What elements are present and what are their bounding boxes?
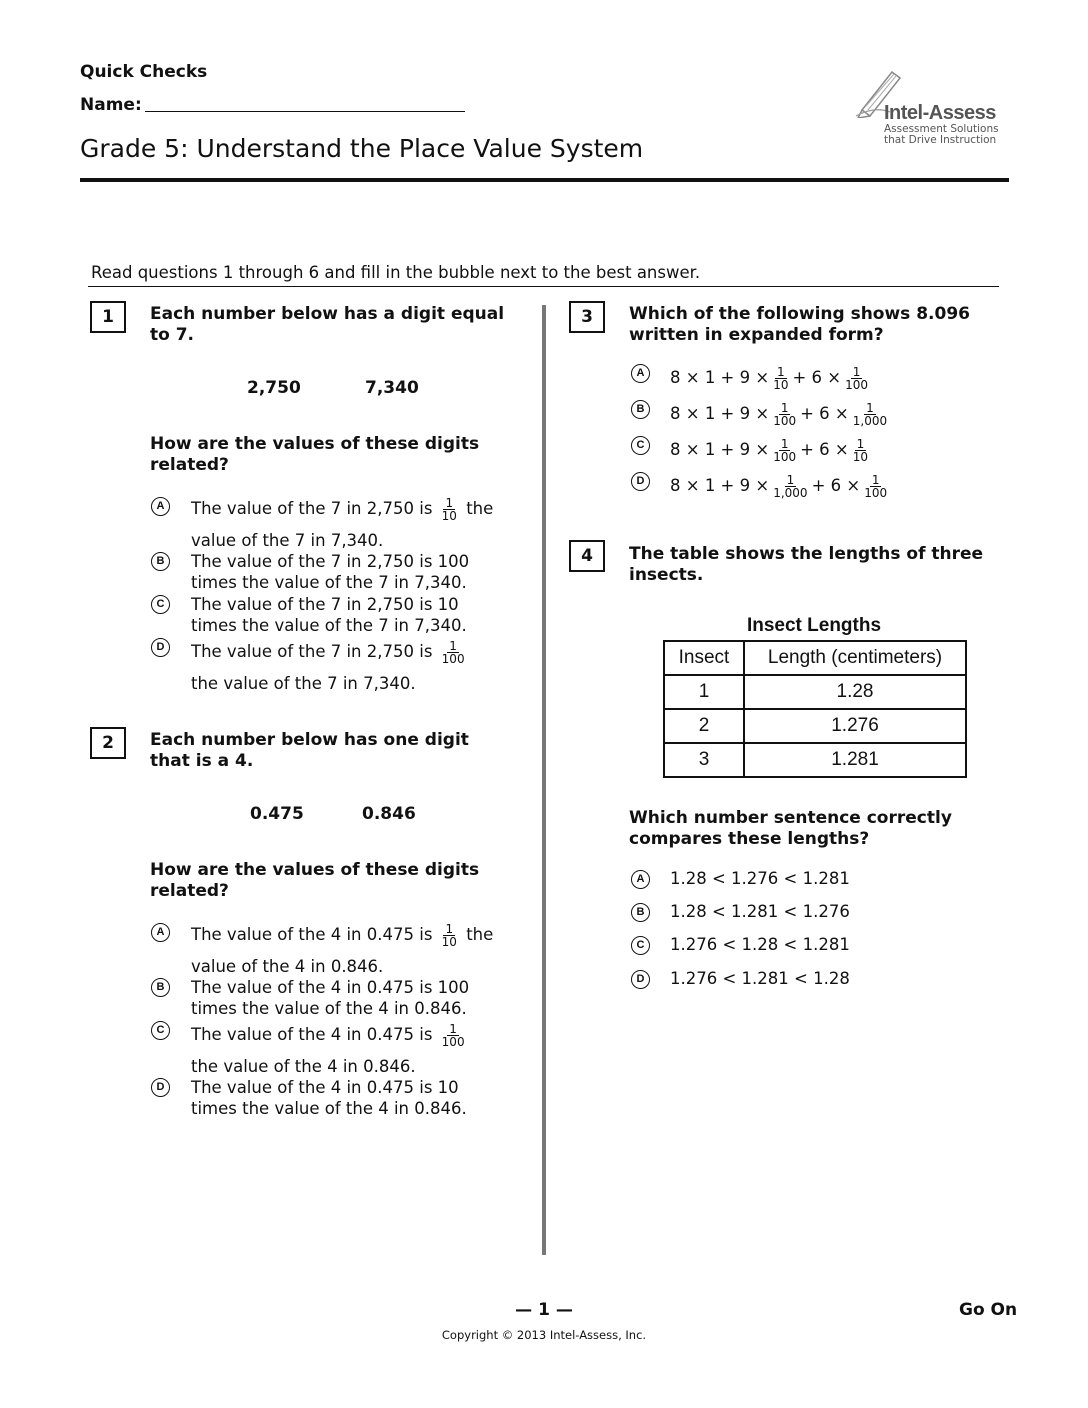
q2-choice-a[interactable] <box>191 923 493 948</box>
name-field[interactable] <box>145 111 465 112</box>
question-3-number: 3 <box>569 301 605 333</box>
fraction: $\frac{1}{100}$ <box>773 437 797 464</box>
q1-choice-d[interactable] <box>191 640 469 665</box>
question-3-prompt: Which of the following shows 8.096 written in expanded form? <box>629 304 970 345</box>
instructions: Read questions 1 through 6 and fill in the bubble next to the best answer. <box>91 263 701 282</box>
q3-bubble-a[interactable]: A <box>631 364 650 383</box>
instructions-rule <box>88 286 999 287</box>
q1-choice-a-post: the <box>466 499 494 518</box>
q2-choice-a-post: the <box>466 925 494 944</box>
q2-choice-c-text: The value of the 4 in 0.475 is <box>191 1025 433 1044</box>
q1-choice-a[interactable] <box>191 497 493 522</box>
table-title: Insect Lengths <box>746 615 882 636</box>
name-label: Name: <box>80 95 142 115</box>
q4-bubble-a[interactable]: A <box>631 870 650 889</box>
fraction: $\frac{1}{100}$ <box>864 473 888 500</box>
q1-choice-b-line1[interactable]: The value of the 7 in 2,750 is 100 <box>191 552 470 571</box>
logo <box>852 66 1012 150</box>
q1-bubble-a[interactable]: A <box>151 497 170 516</box>
q2-choice-b-line1[interactable]: The value of the 4 in 0.475 is 100 <box>191 978 470 997</box>
table-cell: 1.276 <box>744 709 966 743</box>
q2-bubble-c[interactable]: C <box>151 1021 170 1040</box>
q2-choice-a-text: The value of the 4 in 0.475 is <box>191 925 433 944</box>
fraction: $\frac{1}{10}$ <box>441 496 457 523</box>
q4-bubble-d[interactable]: D <box>631 970 650 989</box>
q1-choice-d-line2: the value of the 7 in 7,340. <box>191 674 416 693</box>
question-2-prompt: Each number below has one digit that is a 4. <box>150 730 469 771</box>
q1-bubble-b[interactable]: B <box>151 552 170 571</box>
q1-choice-c-line1[interactable]: The value of the 7 in 2,750 is 10 <box>191 595 459 614</box>
q3-bubble-c[interactable]: C <box>631 436 650 455</box>
table-cell: 1.281 <box>744 743 966 777</box>
q2-bubble-b[interactable]: B <box>151 978 170 997</box>
q4-choice-d[interactable]: 1.276 < 1.281 < 1.28 <box>670 969 850 988</box>
table-cell: 1.28 <box>744 675 966 709</box>
fraction: $\frac{1}{1,000}$ <box>852 401 888 428</box>
question-2-number: 2 <box>90 727 126 759</box>
column-divider <box>542 305 546 1255</box>
fraction: $\frac{1}{1,000}$ <box>773 473 808 500</box>
q4-choice-b[interactable]: 1.28 < 1.281 < 1.276 <box>670 902 850 921</box>
table-header: Length (centimeters) <box>744 641 966 675</box>
q4-bubble-b[interactable]: B <box>631 903 650 922</box>
question-1-number: 1 <box>90 301 126 333</box>
question-4-question: Which number sentence correctly compares these lengths? <box>629 808 952 849</box>
q3-plus: + 6 × <box>800 440 849 459</box>
q3-plus: + 6 × <box>811 476 861 495</box>
q3-plus: + 6 × <box>792 368 842 387</box>
q1-choice-a-text: The value of the 7 in 2,750 is <box>191 499 433 518</box>
fraction: $\frac{1}{100}$ <box>845 365 869 392</box>
q3-bubble-b[interactable]: B <box>631 400 650 419</box>
question-1-question: How are the values of these digits related? <box>150 434 480 475</box>
q2-choice-d-line1[interactable]: The value of the 4 in 0.475 is 10 <box>191 1078 459 1097</box>
table-cell: 3 <box>664 743 744 777</box>
table-header: Insect <box>664 641 744 675</box>
q3-choice-c[interactable] <box>670 438 872 463</box>
quick-checks-label: Quick Checks <box>80 62 208 82</box>
fraction: $\frac{1}{100}$ <box>773 401 797 428</box>
q4-choice-a[interactable]: 1.28 < 1.276 < 1.281 <box>670 869 850 888</box>
question-2-number-a: 0.475 <box>250 804 304 824</box>
q3-plus: + 6 × <box>800 404 849 423</box>
q1-bubble-d[interactable]: D <box>151 638 170 657</box>
table-header-row <box>664 641 966 675</box>
q3-lead: 8 × 1 + 9 × <box>670 476 770 495</box>
q2-choice-c[interactable] <box>191 1023 469 1048</box>
logo-tagline-1: Assessment Solutions <box>884 123 999 135</box>
q3-lead: 8 × 1 + 9 × <box>670 404 770 423</box>
question-1-prompt: Each number below has a digit equal to 7. <box>150 304 505 345</box>
q3-choice-d[interactable] <box>670 474 891 499</box>
q2-bubble-a[interactable]: A <box>151 923 170 942</box>
q1-bubble-c[interactable]: C <box>151 595 170 614</box>
q1-choice-a-line2: value of the 7 in 7,340. <box>191 531 384 550</box>
fraction: $\frac{1}{10}$ <box>773 365 789 392</box>
q3-lead: 8 × 1 + 9 × <box>670 368 770 387</box>
table-row <box>664 709 966 743</box>
go-on-label: Go On <box>959 1300 1018 1320</box>
question-4-number: 4 <box>569 540 605 572</box>
table-row <box>664 743 966 777</box>
q1-choice-b-line2: times the value of the 7 in 7,340. <box>191 573 467 592</box>
q2-bubble-d[interactable]: D <box>151 1078 170 1097</box>
fraction: $\frac{1}{100}$ <box>441 1022 465 1049</box>
insect-lengths-table <box>663 640 967 778</box>
question-2-number-b: 0.846 <box>362 804 416 824</box>
fraction: $\frac{1}{100}$ <box>441 639 465 666</box>
question-4-prompt: The table shows the lengths of three insects. <box>629 544 984 585</box>
q2-choice-b-line2: times the value of the 4 in 0.846. <box>191 999 467 1018</box>
page-title: Grade 5: Understand the Place Value System <box>80 134 644 163</box>
copyright: Copyright © 2013 Intel-Assess, Inc. <box>441 1328 647 1342</box>
fraction: $\frac{1}{10}$ <box>852 437 869 464</box>
q4-bubble-c[interactable]: C <box>631 936 650 955</box>
q1-choice-d-text: The value of the 7 in 2,750 is <box>191 642 433 661</box>
q3-bubble-d[interactable]: D <box>631 472 650 491</box>
logo-tagline-2: that Drive Instruction <box>884 134 997 146</box>
q2-choice-d-line2: times the value of the 4 in 0.846. <box>191 1099 467 1118</box>
table-row <box>664 675 966 709</box>
header-rule <box>80 178 1009 182</box>
fraction: $\frac{1}{10}$ <box>441 922 457 949</box>
table-cell: 1 <box>664 675 744 709</box>
table-cell: 2 <box>664 709 744 743</box>
question-1-number-a: 2,750 <box>247 378 301 398</box>
q2-choice-a-line2: value of the 4 in 0.846. <box>191 957 384 976</box>
logo-brand: Intel-Assess <box>884 102 996 124</box>
question-2-question: How are the values of these digits related? <box>150 860 480 901</box>
q2-choice-c-line2: the value of the 4 in 0.846. <box>191 1057 416 1076</box>
q3-choice-b[interactable] <box>670 402 891 427</box>
q3-choice-a[interactable] <box>670 366 872 391</box>
q3-lead: 8 × 1 + 9 × <box>670 440 770 459</box>
q1-choice-c-line2: times the value of the 7 in 7,340. <box>191 616 467 635</box>
question-1-number-b: 7,340 <box>365 378 419 398</box>
page-number: — 1 — <box>515 1300 573 1320</box>
q4-choice-c[interactable]: 1.276 < 1.28 < 1.281 <box>670 935 850 954</box>
